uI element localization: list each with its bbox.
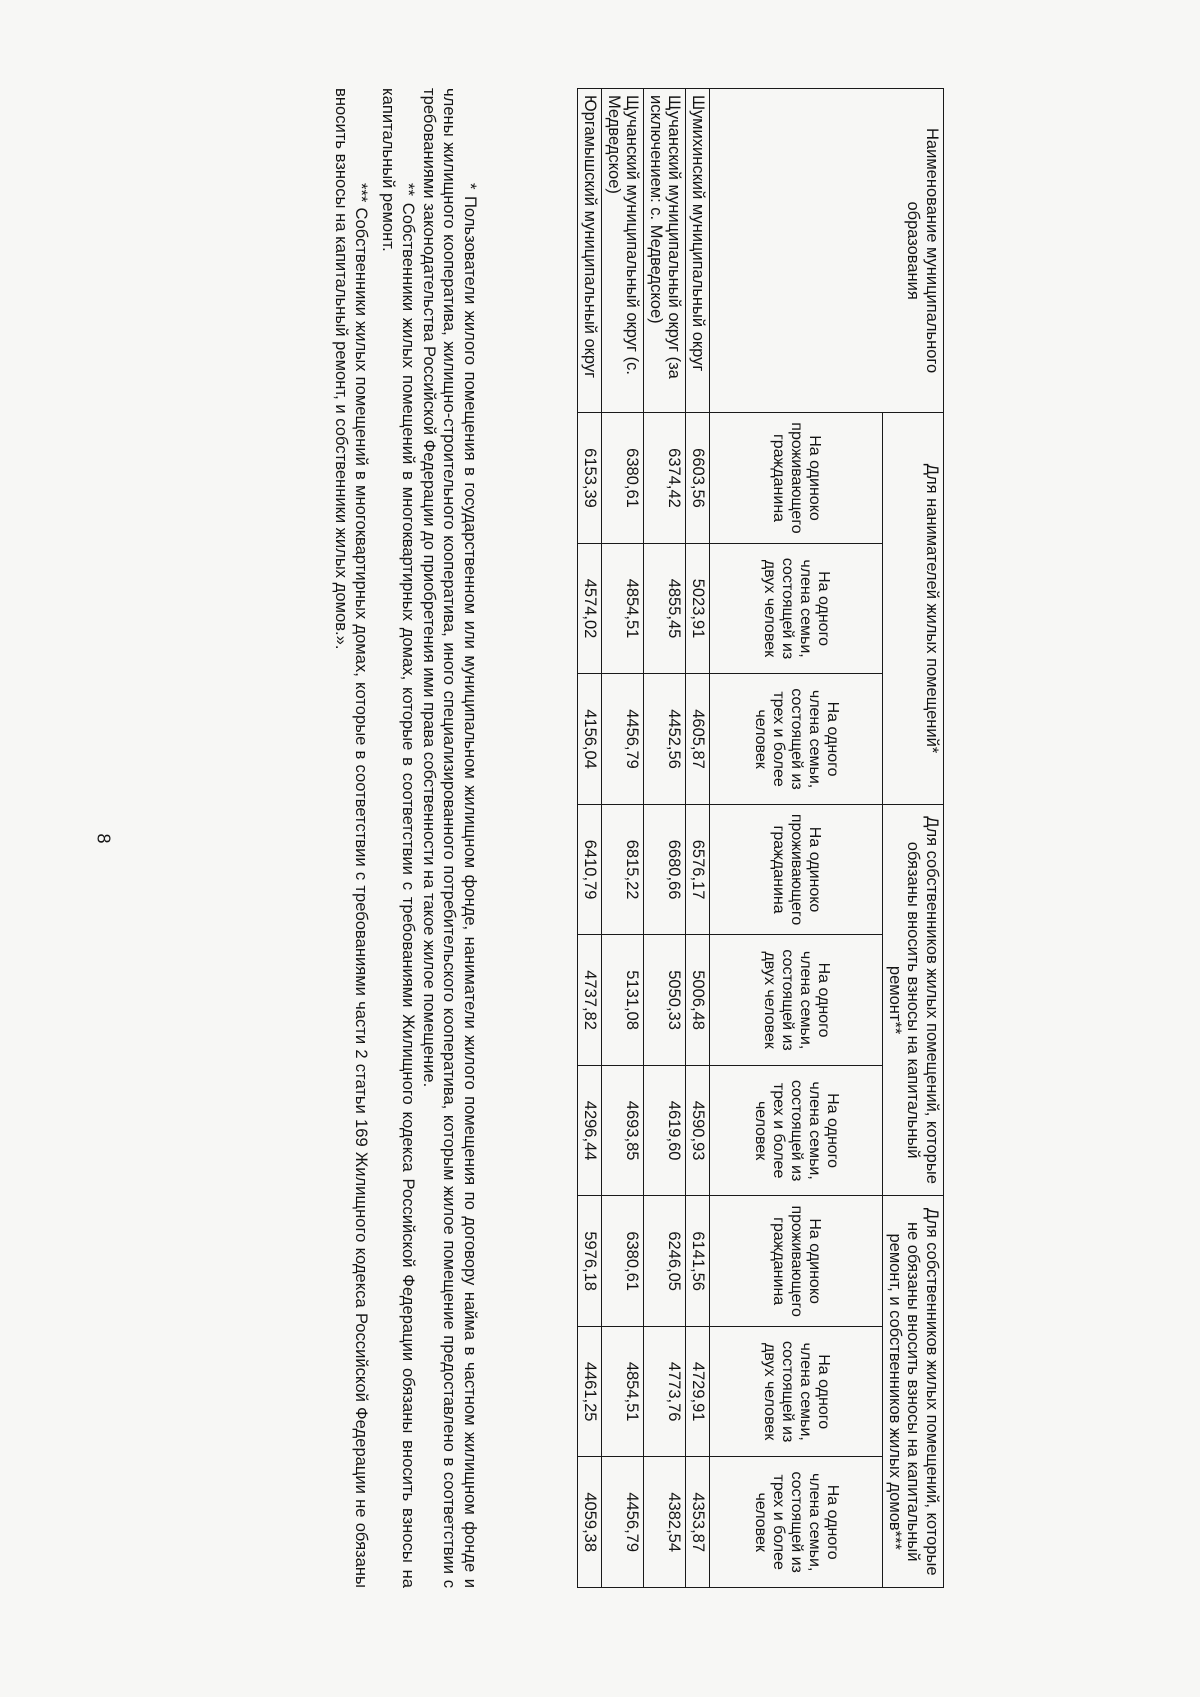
header-municipality: Наименование муниципального образования [710, 89, 944, 413]
header-owners-obliged: Для собственников жилых помещений, которые обязаны вносить взносы на капитальный ремонт** [883, 804, 944, 1196]
value-cell: 4296,44 [578, 1065, 602, 1196]
value-cell: 4693,85 [601, 1065, 643, 1196]
subheader-single: На одиноко проживающего гражданина [710, 1196, 883, 1327]
value-cell: 6680,66 [644, 804, 686, 935]
subheader-two: На одного члена семьи, состоящей из двух человек [710, 1326, 883, 1457]
value-cell: 4855,45 [644, 543, 686, 674]
rotated-page-content [0, 88, 1040, 1608]
value-cell: 4854,51 [601, 543, 643, 674]
value-cell: 4456,79 [601, 674, 643, 805]
value-cell: 4452,56 [644, 674, 686, 805]
footnote-owners-obliged: ** Собственники жилых помещений в многоквартирных домах, которые в соответствии с требованиями Жилищного кодекса Российской Федерации обязаны вносить взносы на капитальный ремонт. [378, 88, 419, 1588]
header-row-groups [883, 89, 944, 1588]
value-cell: 4156,04 [578, 674, 602, 805]
value-cell: 4353,87 [686, 1457, 710, 1588]
value-cell: 4059,38 [578, 1457, 602, 1588]
municipality-name: Щучанский муниципальный округ (с. Медведское) [601, 89, 643, 413]
value-cell: 6410,79 [578, 804, 602, 935]
value-cell: 5976,18 [578, 1196, 602, 1327]
value-cell: 4382,54 [644, 1457, 686, 1588]
table-row [644, 89, 686, 1588]
value-cell: 4605,87 [686, 674, 710, 805]
table-row [686, 89, 710, 1588]
value-cell: 4590,93 [686, 1065, 710, 1196]
footnote-tenants: * Пользователи жилого помещения в государственном или муниципальном жилищном фонде, наниматели жилого помещения по договору найма в частном жилищном фонде и члены жилищного кооператива, жилищно-строительного кооператива, иного специализированного потребительского кооператива, которым жилое помещение предоставлено в соответствии с требованиями законодательства Российской Федерации до приобретения ими права собственности на такое жилое помещение. [419, 88, 480, 1588]
subheader-three-plus: На одного члена семьи, состоящей из трех и более человек [710, 1065, 883, 1196]
subheader-three-plus: На одного члена семьи, состоящей из трех и более человек [710, 674, 883, 805]
page-number: 8 [93, 833, 114, 844]
subheader-three-plus: На одного члена семьи, состоящей из трех и более человек [710, 1457, 883, 1588]
municipality-name: Шумихинский муниципальный округ [686, 89, 710, 413]
value-cell: 5050,33 [644, 935, 686, 1066]
rates-table [577, 88, 944, 1588]
subheader-two: На одного члена семьи, состоящей из двух человек [710, 935, 883, 1066]
value-cell: 4737,82 [578, 935, 602, 1066]
value-cell: 6815,22 [601, 804, 643, 935]
value-cell: 4854,51 [601, 1326, 643, 1457]
value-cell: 4574,02 [578, 543, 602, 674]
municipality-name: Юргамышский муниципальный округ [578, 89, 602, 413]
value-cell: 5006,48 [686, 935, 710, 1066]
footnotes [330, 88, 480, 1588]
value-cell: 6141,56 [686, 1196, 710, 1327]
footnote-owners-not-obliged: *** Собственники жилых помещений в многоквартирных домах, которые в соответствии с требованиями части 2 статьи 169 Жилищного кодекса Российской Федерации не обязаны вносить взносы на капитальный ремонт, и собственники жилых домов.». [331, 88, 372, 1588]
table-row [601, 89, 643, 1588]
value-cell: 6380,61 [601, 1196, 643, 1327]
value-cell: 6153,39 [578, 413, 602, 544]
value-cell: 6374,42 [644, 413, 686, 544]
value-cell: 4461,25 [578, 1326, 602, 1457]
header-tenants: Для нанимателей жилых помещений* [883, 413, 944, 805]
value-cell: 6246,05 [644, 1196, 686, 1327]
subheader-two: На одного члена семьи, состоящей из двух человек [710, 543, 883, 674]
value-cell: 4729,91 [686, 1326, 710, 1457]
value-cell: 5131,08 [601, 935, 643, 1066]
value-cell: 6380,61 [601, 413, 643, 544]
value-cell: 4619,60 [644, 1065, 686, 1196]
table-row [578, 89, 602, 1588]
value-cell: 4456,79 [601, 1457, 643, 1588]
value-cell: 4773,76 [644, 1326, 686, 1457]
value-cell: 5023,91 [686, 543, 710, 674]
value-cell: 6603,56 [686, 413, 710, 544]
subheader-single: На одиноко проживающего гражданина [710, 413, 883, 544]
subheader-single: На одиноко проживающего гражданина [710, 804, 883, 935]
value-cell: 6576,17 [686, 804, 710, 935]
header-owners-not-obliged: Для собственников жилых помещений, которые не обязаны вносить взносы на капитальный ремонт, и собственников жилых домов*** [883, 1196, 944, 1588]
municipality-name: Щучанский муниципальный округ (за исключением: с. Медведское) [644, 89, 686, 413]
